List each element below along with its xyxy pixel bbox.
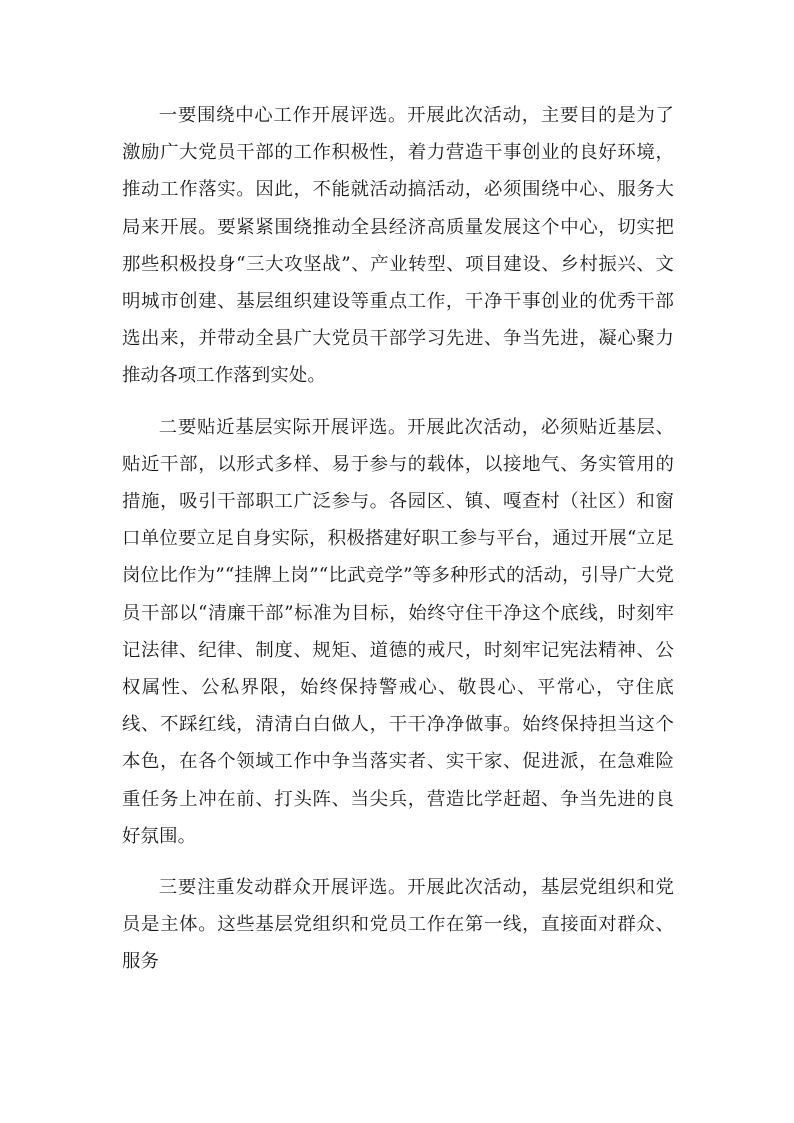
paragraph-first-requirement: 一要围绕中心工作开展评选。开展此次活动，主要目的是为了激励广大党员干部的工作积极性，着力营造干事创业的良好环境，推动工作落实。因此，不能就活动搞活动，必须围绕中心、服务大局来开展。要紧紧围绕推动全县经济高质量发展这个中心，切实把那些积极投身“三大攻坚战”、产业转型、项目建设、乡村振兴、文明城市创建、基层组织建设等重点工作，干净干事创业的优秀干部选出来，并带动全县广大党员干部学习先进、争当先进，凝心聚力推动各项工作落到实处。 bbox=[122, 105, 674, 387]
paragraph-second-requirement: 二要贴近基层实际开展评选。开展此次活动，必须贴近基层、贴近干部，以形式多样、易于参与的载体，以接地气、务实管用的措施，吸引干部职工广泛参与。各园区、镇、嘎查村（社区）和窗口单位要立足自身实际，积极搭建好职工参与平台，通过开展“立足岗位比作为”“挂牌上岗”“比武竞学”等多种形式的活动，引导广大党员干部以“清廉干部”标准为目标，始终守住干净这个底线，时刻牢记法律、纪律、制度、规矩、道德的戒尺，时刻牢记宪法精神、公权属性、公私界限，始终保持警戒心、敬畏心、平常心，守住底线、不踩红线，清清白白做人，干干净净做事。始终保持担当这个本色，在各个领域工作中争当落实者、实干家、促进派，在急难险重任务上冲在前、打头阵、当尖兵，营造比学赶超、争当先进的良好氛围。 bbox=[122, 416, 674, 847]
document-body bbox=[122, 97, 674, 981]
paragraph-third-requirement: 三要注重发动群众开展评选。开展此次活动，基层党组织和党员是主体。这些基层党组织和党员工作在第一线，直接面对群众、服务 bbox=[122, 877, 674, 973]
